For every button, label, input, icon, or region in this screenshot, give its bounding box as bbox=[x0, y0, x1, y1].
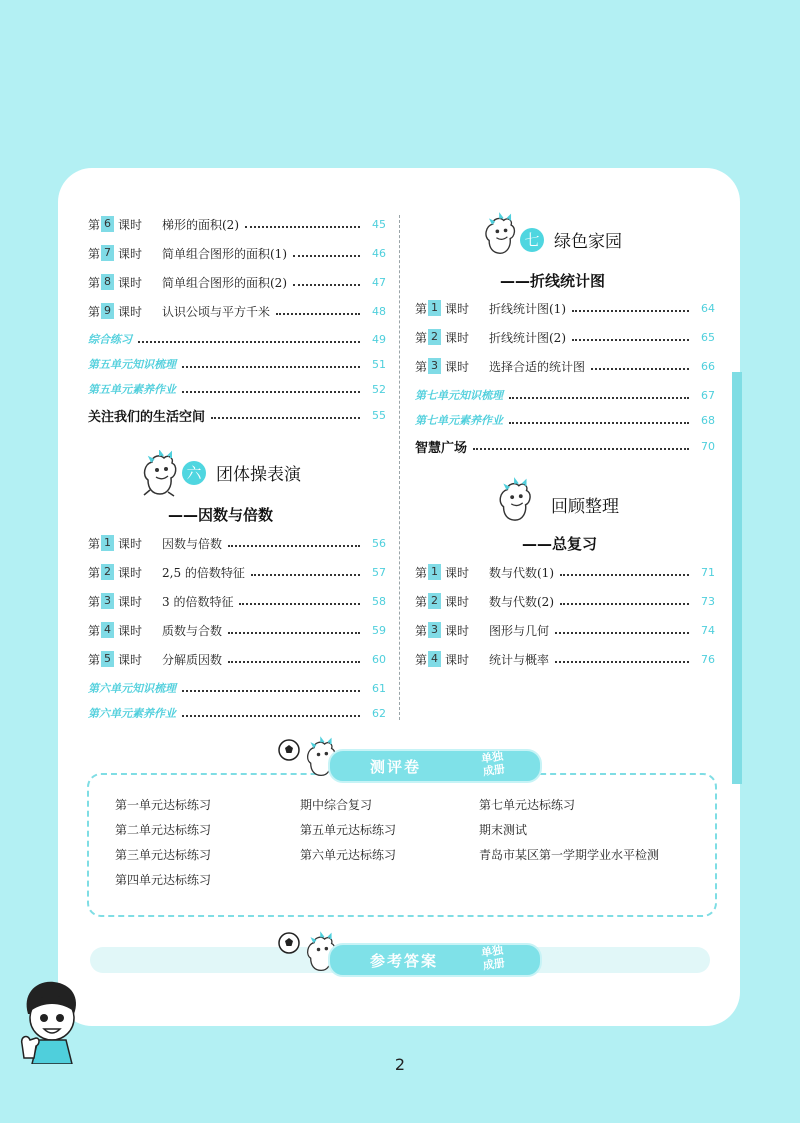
lesson-prefix: 第 bbox=[415, 330, 428, 345]
lesson-title: 简单组合图形的面积(2) bbox=[162, 275, 287, 290]
answers-banner bbox=[328, 943, 542, 977]
dinosaur-mascot-icon bbox=[480, 212, 522, 258]
lesson-label: 课时 bbox=[118, 217, 143, 232]
lesson-prefix: 第 bbox=[88, 217, 101, 232]
page-ref: 56 bbox=[372, 536, 386, 550]
boy-thumbs-up-illustration bbox=[14, 974, 88, 1064]
toc-entry-lesson[interactable] bbox=[88, 242, 386, 264]
toc-entry-extra[interactable] bbox=[415, 384, 715, 406]
lesson-title: 因数与倍数 bbox=[162, 536, 223, 551]
test-item[interactable]: 第二单元达标练习 bbox=[115, 823, 212, 837]
lesson-number-badge: 7 bbox=[101, 245, 114, 261]
toc-entry-extra[interactable] bbox=[88, 702, 386, 724]
page-ref: 46 bbox=[372, 246, 386, 260]
lesson-prefix: 第 bbox=[415, 623, 428, 638]
lesson-number-badge: 1 bbox=[101, 535, 114, 551]
test-item[interactable]: 第三单元达标练习 bbox=[115, 848, 212, 862]
dot-leader bbox=[473, 447, 689, 450]
lesson-label: 课时 bbox=[445, 301, 470, 316]
lesson-title: 2,5 的倍数特征 bbox=[162, 565, 245, 580]
page-ref: 71 bbox=[701, 565, 715, 579]
toc-entry-extra[interactable] bbox=[88, 404, 386, 426]
dot-leader bbox=[276, 312, 360, 315]
lesson-label: 课时 bbox=[118, 594, 143, 609]
lesson-label: 课时 bbox=[118, 304, 143, 319]
dot-leader bbox=[182, 390, 360, 393]
dot-leader bbox=[572, 309, 689, 312]
entry-title: 第七单元素养作业 bbox=[415, 414, 503, 427]
lesson-title: 认识公顷与平方千米 bbox=[162, 304, 271, 319]
dot-leader bbox=[572, 338, 689, 341]
page-ref: 62 bbox=[372, 706, 386, 720]
unit7-subtitle: ——折线统计图 bbox=[500, 272, 606, 290]
dot-leader bbox=[228, 544, 360, 547]
toc-entry-lesson[interactable] bbox=[88, 213, 386, 235]
review-title: 回顾整理 bbox=[551, 497, 619, 517]
page-ref: 45 bbox=[372, 217, 386, 231]
lesson-title: 数与代数(2) bbox=[489, 594, 554, 609]
lesson-label: 课时 bbox=[118, 565, 143, 580]
tests-separate-tag bbox=[476, 749, 509, 779]
lesson-title: 选择合适的统计图 bbox=[489, 359, 586, 374]
lesson-prefix: 第 bbox=[415, 565, 428, 580]
unit6-title: 团体操表演 bbox=[216, 465, 301, 485]
entry-title: 第六单元知识梳理 bbox=[88, 682, 176, 695]
lesson-title: 数与代数(1) bbox=[489, 565, 554, 580]
page-ref: 74 bbox=[701, 623, 715, 637]
unit6-number-badge: 六 bbox=[182, 461, 206, 485]
lesson-number-badge: 2 bbox=[101, 564, 114, 580]
answers-title: 参考答案 bbox=[370, 951, 439, 970]
test-item[interactable]: 第六单元达标练习 bbox=[300, 848, 397, 862]
toc-entry-extra[interactable] bbox=[88, 353, 386, 375]
lesson-number-badge: 3 bbox=[101, 593, 114, 609]
toc-entry-extra[interactable] bbox=[88, 677, 386, 699]
lesson-number-badge: 9 bbox=[101, 303, 114, 319]
toc-entry-lesson[interactable] bbox=[415, 590, 715, 612]
lesson-label: 课时 bbox=[445, 565, 470, 580]
lesson-prefix: 第 bbox=[88, 246, 101, 261]
page-ref: 68 bbox=[701, 413, 715, 427]
page-ref: 57 bbox=[372, 565, 386, 579]
lesson-number-badge: 5 bbox=[101, 651, 114, 667]
entry-title: 关注我们的生活空间 bbox=[88, 409, 206, 425]
tests-title: 测评卷 bbox=[370, 757, 422, 776]
dot-leader bbox=[245, 225, 360, 228]
dot-leader bbox=[555, 660, 689, 663]
dot-leader bbox=[182, 714, 360, 717]
lesson-prefix: 第 bbox=[88, 565, 101, 580]
entry-title: 综合练习 bbox=[88, 333, 132, 346]
lesson-prefix: 第 bbox=[88, 623, 101, 638]
page-ref: 70 bbox=[701, 439, 715, 453]
lesson-title: 折线统计图(1) bbox=[489, 301, 566, 316]
unit7-header bbox=[520, 227, 622, 252]
toc-entry-lesson[interactable] bbox=[415, 648, 715, 670]
lesson-prefix: 第 bbox=[415, 301, 428, 316]
dot-leader bbox=[560, 573, 689, 576]
toc-entry-lesson[interactable] bbox=[415, 326, 715, 348]
dot-leader bbox=[555, 631, 689, 634]
tag-line: 单独 bbox=[480, 749, 504, 766]
lesson-number-badge: 2 bbox=[428, 593, 441, 609]
dot-leader bbox=[211, 416, 360, 419]
page-ref: 47 bbox=[372, 275, 386, 289]
lesson-number-badge: 1 bbox=[428, 564, 441, 580]
lesson-label: 课时 bbox=[445, 594, 470, 609]
page-ref: 76 bbox=[701, 652, 715, 666]
page-ref: 61 bbox=[372, 681, 386, 695]
lesson-prefix: 第 bbox=[88, 304, 101, 319]
toc-entry-lesson[interactable] bbox=[415, 619, 715, 641]
lesson-number-badge: 1 bbox=[428, 300, 441, 316]
lesson-prefix: 第 bbox=[88, 536, 101, 551]
lesson-label: 课时 bbox=[118, 623, 143, 638]
dot-leader bbox=[591, 367, 689, 370]
dot-leader bbox=[293, 283, 360, 286]
dot-leader bbox=[251, 573, 360, 576]
toc-entry-lesson[interactable] bbox=[88, 590, 386, 612]
page-ref: 64 bbox=[701, 301, 715, 315]
lesson-prefix: 第 bbox=[88, 594, 101, 609]
lesson-prefix: 第 bbox=[415, 652, 428, 667]
dot-leader bbox=[293, 254, 360, 257]
entry-title: 第六单元素养作业 bbox=[88, 707, 176, 720]
page-ref: 59 bbox=[372, 623, 386, 637]
lesson-number-badge: 3 bbox=[428, 622, 441, 638]
page-ref: 48 bbox=[372, 304, 386, 318]
soccer-ball-icon bbox=[278, 739, 300, 761]
lesson-title: 折线统计图(2) bbox=[489, 330, 566, 345]
lesson-prefix: 第 bbox=[415, 594, 428, 609]
toc-entry-lesson[interactable] bbox=[88, 648, 386, 670]
lesson-label: 课时 bbox=[445, 330, 470, 345]
test-item[interactable]: 第四单元达标练习 bbox=[115, 873, 212, 887]
page-ref: 65 bbox=[701, 330, 715, 344]
page-ref: 51 bbox=[372, 357, 386, 371]
lesson-title: 简单组合图形的面积(1) bbox=[162, 246, 287, 261]
dot-leader bbox=[228, 660, 360, 663]
tag-line: 单独 bbox=[480, 943, 504, 960]
toc-entry-extra[interactable] bbox=[88, 378, 386, 400]
lesson-title: 统计与概率 bbox=[489, 652, 550, 667]
dot-leader bbox=[182, 689, 360, 692]
test-item[interactable]: 第五单元达标练习 bbox=[300, 823, 397, 837]
lesson-title: 图形与几何 bbox=[489, 623, 550, 638]
test-item[interactable]: 期末测试 bbox=[479, 823, 528, 837]
lesson-prefix: 第 bbox=[88, 652, 101, 667]
tests-banner bbox=[328, 749, 542, 783]
lesson-number-badge: 8 bbox=[101, 274, 114, 290]
unit6-subtitle: ——因数与倍数 bbox=[168, 506, 274, 524]
test-item[interactable]: 第七单元达标练习 bbox=[479, 798, 576, 812]
test-item[interactable]: 第一单元达标练习 bbox=[115, 798, 212, 812]
answers-separate-tag bbox=[476, 943, 509, 973]
dot-leader bbox=[509, 421, 689, 424]
toc-entry-lesson[interactable] bbox=[415, 355, 715, 377]
side-tab bbox=[732, 372, 742, 784]
page-ref: 58 bbox=[372, 594, 386, 608]
page-ref: 66 bbox=[701, 359, 715, 373]
toc-entry-lesson[interactable] bbox=[88, 271, 386, 293]
toc-entry-lesson[interactable] bbox=[415, 561, 715, 583]
lesson-number-badge: 4 bbox=[101, 622, 114, 638]
soccer-ball-icon bbox=[278, 932, 300, 954]
dinosaur-mascot-icon bbox=[494, 477, 538, 525]
dot-leader bbox=[560, 602, 689, 605]
tag-line: 成册 bbox=[482, 956, 506, 973]
review-subtitle: ——总复习 bbox=[522, 535, 598, 553]
lesson-number-badge: 6 bbox=[101, 216, 114, 232]
entry-title: 第五单元素养作业 bbox=[88, 383, 176, 396]
page-ref: 67 bbox=[701, 388, 715, 402]
unit7-title: 绿色家园 bbox=[554, 232, 622, 252]
lesson-number-badge: 2 bbox=[428, 329, 441, 345]
lesson-number-badge: 3 bbox=[428, 358, 441, 374]
lesson-title: 分解质因数 bbox=[162, 652, 223, 667]
lesson-title: 3 的倍数特征 bbox=[162, 594, 234, 609]
page-number: 2 bbox=[394, 1055, 406, 1074]
page-ref: 73 bbox=[701, 594, 715, 608]
dot-leader bbox=[509, 396, 689, 399]
toc-entry-extra[interactable] bbox=[415, 435, 715, 457]
dot-leader bbox=[239, 602, 360, 605]
toc-entry-extra[interactable] bbox=[415, 409, 715, 431]
tests-box bbox=[87, 773, 717, 917]
page-ref: 60 bbox=[372, 652, 386, 666]
lesson-prefix: 第 bbox=[88, 275, 101, 290]
dot-leader bbox=[182, 365, 360, 368]
lesson-number-badge: 4 bbox=[428, 651, 441, 667]
test-item[interactable]: 青岛市某区第一学期学业水平检测 bbox=[479, 848, 660, 862]
lesson-label: 课时 bbox=[445, 359, 470, 374]
unit7-number-badge: 七 bbox=[520, 228, 544, 252]
page-ref: 55 bbox=[372, 408, 386, 422]
lesson-label: 课时 bbox=[118, 536, 143, 551]
lesson-label: 课时 bbox=[118, 275, 143, 290]
toc-entry-extra[interactable] bbox=[88, 328, 386, 350]
lesson-title: 质数与合数 bbox=[162, 623, 223, 638]
toc-entry-lesson[interactable] bbox=[88, 619, 386, 641]
entry-title: 智慧广场 bbox=[415, 440, 468, 456]
lesson-title: 梯形的面积(2) bbox=[162, 217, 239, 232]
dinosaur-mascot-icon bbox=[138, 450, 184, 498]
lesson-label: 课时 bbox=[445, 623, 470, 638]
page-ref: 49 bbox=[372, 332, 386, 346]
lesson-label: 课时 bbox=[118, 652, 143, 667]
toc-entry-lesson[interactable] bbox=[88, 532, 386, 554]
lesson-prefix: 第 bbox=[415, 359, 428, 374]
dot-leader bbox=[228, 631, 360, 634]
toc-entry-lesson[interactable] bbox=[88, 300, 386, 322]
toc-entry-lesson[interactable] bbox=[88, 561, 386, 583]
test-item[interactable]: 期中综合复习 bbox=[300, 798, 373, 812]
lesson-label: 课时 bbox=[445, 652, 470, 667]
dot-leader bbox=[138, 340, 360, 343]
column-divider bbox=[399, 215, 400, 720]
tag-line: 成册 bbox=[482, 762, 506, 779]
lesson-label: 课时 bbox=[118, 246, 143, 261]
unit6-header bbox=[182, 460, 301, 485]
entry-title: 第七单元知识梳理 bbox=[415, 389, 503, 402]
entry-title: 第五单元知识梳理 bbox=[88, 358, 176, 371]
page-ref: 52 bbox=[372, 382, 386, 396]
toc-entry-lesson[interactable] bbox=[415, 297, 715, 319]
